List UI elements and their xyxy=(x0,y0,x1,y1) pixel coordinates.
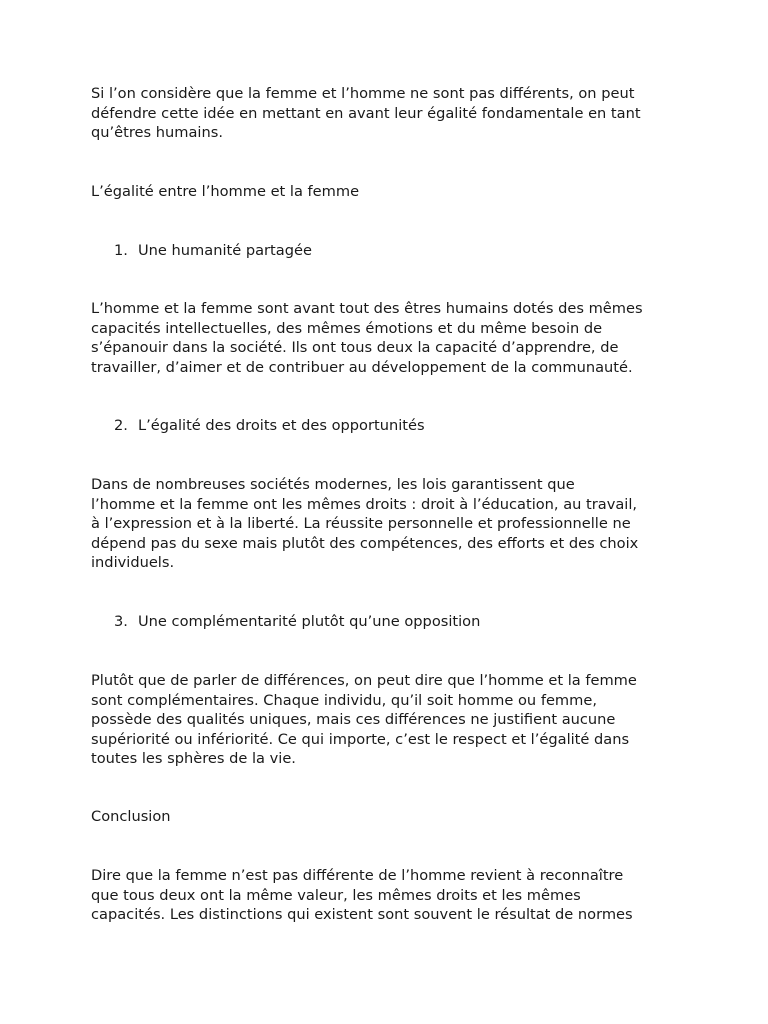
section-2-paragraph xyxy=(91,475,691,573)
text-line: l’homme et la femme ont les mêmes droits : droit à l’éducation, au travail, xyxy=(91,495,638,513)
text-line: Dire que la femme n’est pas différente de l’homme revient à reconnaître xyxy=(91,867,624,884)
text-line: s’épanouir dans la société. Ils ont tous deux la capacité d’apprendre, de xyxy=(91,339,619,357)
list-item-2 xyxy=(114,416,425,436)
section-3-paragraph xyxy=(91,671,691,769)
list-number: 3. xyxy=(114,613,128,630)
text-line: capacités. Les distinctions qui existent sont souvent le résultat de normes xyxy=(91,906,633,924)
text-line: Plutôt que de parler de différences, on peut dire que l’homme et la femme xyxy=(91,672,637,689)
text-line: toutes les sphères de la vie. xyxy=(91,750,296,768)
text-line: Dans de nombreuses sociétés modernes, les lois garantissent que xyxy=(91,476,575,493)
text-line: possède des qualités uniques, mais ces différences ne justifient aucune xyxy=(91,711,616,729)
list-title: Une humanité partagée xyxy=(138,242,312,259)
text-line: Si l’on considère que la femme et l’homme ne sont pas différents, on peut xyxy=(91,85,635,102)
list-number: 1. xyxy=(114,242,128,259)
text-line: qu’êtres humains. xyxy=(91,124,223,142)
list-title: L’égalité des droits et des opportunités xyxy=(138,417,425,434)
text-line: défendre cette idée en mettant en avant leur égalité fondamentale en tant xyxy=(91,104,641,122)
text-line: supériorité ou infériorité. Ce qui importe, c’est le respect et l’égalité dans xyxy=(91,730,630,748)
list-item-3 xyxy=(114,612,480,632)
intro-paragraph xyxy=(91,84,691,143)
text-line: à l’expression et à la liberté. La réussite personnelle et professionnelle ne xyxy=(91,515,631,533)
conclusion-paragraph xyxy=(91,866,691,925)
list-item-1 xyxy=(114,241,312,261)
text-line: dépend pas du sexe mais plutôt des compétences, des efforts et des choix xyxy=(91,534,639,552)
text-line: capacités intellectuelles, des mêmes émotions et du même besoin de xyxy=(91,319,603,337)
list-title: Une complémentarité plutôt qu’une opposition xyxy=(138,613,481,630)
text-line: L’homme et la femme sont avant tout des êtres humains dotés des mêmes xyxy=(91,300,643,317)
text-line: sont complémentaires. Chaque individu, qu’il soit homme ou femme, xyxy=(91,691,597,709)
conclusion-heading: Conclusion xyxy=(91,808,171,825)
document-heading: L’égalité entre l’homme et la femme xyxy=(91,183,360,200)
text-line: que tous deux ont la même valeur, les mêmes droits et les mêmes xyxy=(91,886,581,904)
text-line: travailler, d’aimer et de contribuer au développement de la communauté. xyxy=(91,358,633,376)
list-number: 2. xyxy=(114,417,128,434)
section-1-paragraph xyxy=(91,299,691,377)
text-line: individuels. xyxy=(91,554,175,572)
